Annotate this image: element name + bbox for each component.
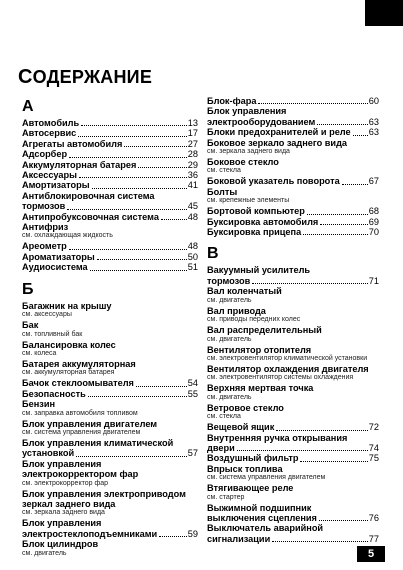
toc-entry-title: электрокорректором фар [22,469,139,480]
toc-entry[interactable] [22,448,198,458]
toc-entry[interactable] [207,127,379,137]
toc-entry-page: 59 [187,528,198,539]
toc-leader-dots [317,124,367,125]
toc-entry[interactable] [207,345,379,355]
toc-leader-dots [159,536,187,537]
toc-entry-title: Воздушный фильтр [207,453,299,464]
toc-entry-title: Багажник на крышу [22,300,112,311]
toc-entry[interactable] [22,389,198,399]
toc-entry-crossref: см. стартер [207,493,245,501]
toc-entry[interactable] [207,503,379,513]
toc-entry-page: 27 [187,138,198,149]
toc-entry-title: Боковое стекло [207,157,279,168]
toc-entry-title: Бензин [22,399,56,410]
toc-entry-crossref: см. аккумуляторная батарея [22,369,115,377]
toc-entry-title: Блок управления двигателем [22,418,158,429]
toc-entry[interactable] [22,399,198,409]
toc-entry[interactable] [22,201,198,211]
toc-leader-dots [78,136,186,137]
toc-entry-page: 63 [368,127,379,138]
toc-entry[interactable] [22,262,198,272]
toc-entry[interactable] [207,483,379,493]
toc-leader-dots [353,135,368,136]
toc-entry-page: 13 [187,118,198,128]
toc-entry[interactable] [22,212,198,222]
toc-entry[interactable] [22,241,198,251]
toc-entry-page: 67 [368,176,379,187]
toc-leader-dots [79,177,187,178]
page-title-rest: ОДЕРЖАНИЕ [32,67,153,87]
toc-entry-title: Внутренняя ручка открывания [207,432,348,443]
toc-entry-title: сигнализации [207,533,271,544]
toc-entry-title: зеркал заднего вида [22,498,116,509]
toc-leader-dots [136,386,187,387]
toc-entry-page: 50 [187,251,198,262]
toc-entry-title: Блок управления [22,518,102,529]
toc-section [207,243,379,544]
toc-leader-dots [303,234,368,235]
toc-entry-page: 68 [368,206,379,217]
toc-section [207,96,379,237]
toc-entry-title: Антиблокировочная система [22,190,155,201]
toc-entry[interactable] [207,187,379,197]
toc-entry[interactable] [207,523,379,533]
toc-entry-title: тормозов [22,201,66,212]
toc-entry-page: 45 [187,201,198,212]
toc-leader-dots [237,450,368,451]
toc-section [22,96,198,273]
toc-entry-title: Вентилятор отопителя [207,344,312,355]
toc-leader-dots [307,214,368,215]
toc-entry-page: 63 [368,116,379,127]
toc-entry-page: 28 [187,149,198,160]
toc-entry[interactable] [207,227,379,237]
toc-entry-page: 57 [187,448,198,459]
toc-entry[interactable] [207,157,379,167]
toc-entry[interactable] [22,191,198,201]
toc-entry[interactable] [207,453,379,463]
toc-entry-title: Буксировка автомобиля [207,216,319,227]
toc-entry[interactable] [22,149,198,159]
section-letter: В [207,245,219,263]
toc-entry-title: Автомобиль [22,118,80,128]
toc-entry-title: Ароматизаторы [22,251,95,262]
toc-entry-title: Вакуумный усилитель [207,265,311,276]
toc-entry[interactable] [207,383,379,393]
toc-entry-title: Антипробуксовочная система [22,211,159,222]
toc-entry-title: Верхняя мертвая точка [207,383,314,394]
toc-entry-crossref: см. электровентилятор климатической установки [207,354,368,362]
toc-entry-crossref: см. стекла [207,413,241,421]
toc-entry-page: 72 [368,422,379,433]
toc-entry-crossref: см. аксессуары [22,311,72,319]
toc-entry-title: Выключатель аварийной [207,523,324,534]
toc-entry[interactable] [22,170,198,180]
toc-entry[interactable] [22,499,198,509]
section-letter: Б [22,280,34,298]
toc-entry-page: 41 [187,180,198,191]
toc-entry[interactable] [22,340,198,350]
toc-entry[interactable] [22,320,198,330]
toc-entry-title: Втягивающее реле [207,483,294,494]
toc-entry[interactable] [22,438,198,448]
toc-entry[interactable] [22,378,198,388]
toc-entry-title: Болты [207,186,238,197]
toc-entry-title: Балансировка колес [22,339,116,350]
toc-entry-crossref: см. электровентилятор системы охлаждения [207,374,354,382]
toc-entry-title: Выжимной подшипник [207,502,312,513]
toc-entry[interactable] [207,403,379,413]
toc-entry[interactable] [22,160,198,170]
toc-entry-page: 51 [187,262,198,273]
toc-entry-title: двери [207,442,235,453]
toc-entry[interactable] [207,217,379,227]
toc-entry-page: 74 [368,442,379,453]
toc-leader-dots [272,541,368,542]
toc-entry[interactable] [207,138,379,148]
toc-entry[interactable] [22,518,198,528]
toc-entry-page: 60 [368,96,379,106]
toc-leader-dots [69,157,187,158]
toc-entry-title: Бак [22,320,39,331]
toc-entry[interactable] [22,128,198,138]
toc-entry-title: Антифриз [22,222,69,233]
page-title [18,66,152,89]
toc-section [22,279,198,558]
toc-entry-crossref: см. приводы передних колес [207,316,301,324]
toc-entry[interactable] [22,489,198,499]
toc-entry[interactable] [207,464,379,474]
toc-entry[interactable] [207,286,379,296]
toc-entry-title: Впрыск топлива [207,463,283,474]
toc-entry-title: Ареометр [22,241,67,252]
toc-entry-title: Бортовой компьютер [207,206,305,217]
toc-entry-page: 36 [187,170,198,181]
toc-entry-page: 48 [187,211,198,222]
toc-entry[interactable] [207,534,379,544]
toc-entry-title: Амортизаторы [22,180,90,191]
toc-entry-title: тормозов [207,275,251,286]
toc-entry-page: 70 [368,227,379,238]
page-title-initial: С [18,66,33,88]
toc-entry[interactable] [22,222,198,232]
toc-entry-title: Безопасность [22,388,86,399]
toc-leader-dots [92,188,187,189]
toc-leader-dots [252,283,368,284]
toc-entry-crossref: см. колеса [22,349,57,357]
page-number: 5 [357,546,385,562]
toc-leader-dots [319,520,368,521]
toc-entry-title: Вентилятор охлаждения двигателя [207,363,369,374]
toc-entry-title: Вал распределительный [207,325,322,336]
toc-entry[interactable] [207,276,379,286]
toc-entry[interactable] [207,433,379,443]
toc-entry[interactable] [207,96,379,106]
toc-entry[interactable] [22,252,198,262]
toc-leader-dots [124,146,186,147]
toc-entry-crossref: см. заправка автомобиля топливом [22,409,138,417]
toc-leader-dots [67,209,187,210]
section-letter: А [22,98,34,115]
toc-entry[interactable] [22,419,198,429]
toc-column-right [207,96,379,544]
toc-entry[interactable] [207,117,379,127]
toc-entry-page: 17 [187,128,198,139]
toc-entry-crossref: см. двигатель [207,393,252,401]
toc-entry-page: 75 [368,453,379,464]
toc-entry-title: электрооборудованием [207,116,316,127]
toc-entry-title: установкой [22,448,75,459]
toc-entry-title: Вал привода [207,305,266,316]
toc-leader-dots [276,430,367,431]
toc-entry[interactable] [22,529,198,539]
toc-leader-dots [81,125,187,126]
toc-entry-title: электростеклоподъемниками [22,528,158,539]
toc-entry-title: Блок управления [22,458,102,469]
toc-entry-title: выключения сцепления [207,512,317,523]
toc-entry-page: 71 [368,275,379,286]
toc-entry[interactable] [22,539,198,549]
toc-entry-title: Боковое зеркало заднего вида [207,137,348,148]
toc-column-left [22,96,198,559]
toc-entry[interactable] [22,139,198,149]
toc-entry[interactable] [207,513,379,523]
toc-leader-dots [97,259,187,260]
toc-entry-page: 76 [368,512,379,523]
toc-entry-crossref: см. стекла [207,167,241,175]
toc-entry[interactable] [207,325,379,335]
toc-entry[interactable] [207,176,379,186]
toc-entry-crossref: см. зеркала заднего вида [207,148,290,156]
toc-entry-title: Аккумуляторная батарея [22,159,137,170]
toc-entry-title: Батарея аккумуляторная [22,358,136,369]
toc-entry-title: Вещевой ящик [207,422,275,433]
toc-entry-title: Боковой указатель поворота [207,176,340,187]
toc-entry-crossref: см. топливный бак [22,330,83,338]
toc-entry-title: Агрегаты автомобиля [22,138,123,149]
toc-leader-dots [342,184,368,185]
toc-entry-title: Блок цилиндров [22,539,99,550]
toc-leader-dots [161,219,187,220]
toc-leader-dots [88,396,187,397]
toc-leader-dots [300,461,367,462]
toc-entry[interactable] [22,459,198,469]
toc-leader-dots [320,224,367,225]
toc-entry-page: 54 [187,378,198,389]
toc-entry[interactable] [207,206,379,216]
toc-entry-title: Бачок стеклоомывателя [22,378,134,389]
toc-entry-crossref: см. двигатель [207,335,252,343]
toc-entry-title: Вал коленчатый [207,286,282,297]
toc-entry-title: Блоки предохранителей и реле [207,127,351,138]
toc-entry-crossref: см. охлаждающая жидкость [22,232,113,240]
toc-entry[interactable] [207,422,379,432]
toc-entry-title: Аксессуары [22,170,77,181]
toc-entry-title: Адсорбер [22,149,68,160]
toc-entry[interactable] [207,443,379,453]
toc-entry-title: Блок-фара [207,96,257,106]
toc-entry-title: Блок управления [207,106,287,117]
toc-entry-page: 48 [187,241,198,252]
toc-leader-dots [69,249,187,250]
toc-entry-page: 55 [187,388,198,399]
toc-entry[interactable] [207,364,379,374]
toc-entry[interactable] [22,118,198,128]
toc-leader-dots [76,456,187,457]
toc-entry[interactable] [207,106,379,116]
toc-entry-title: Автосервис [22,128,77,139]
toc-leader-dots [258,103,367,104]
toc-entry[interactable] [22,359,198,369]
toc-entry-crossref: см. зеркала заднего вида [22,509,105,517]
toc-entry-crossref: см. система управления двигателем [22,428,141,436]
toc-entry[interactable] [22,469,198,479]
toc-entry-crossref: см. двигатель [207,296,252,304]
toc-entry-page: 77 [368,533,379,544]
toc-entry[interactable] [207,265,379,275]
toc-entry-title: Аудиосистема [22,262,88,273]
toc-entry[interactable] [22,301,198,311]
corner-tab-decoration [365,0,403,26]
toc-entry-crossref: см. система управления двигателем [207,474,326,482]
toc-leader-dots [90,270,187,271]
toc-entry[interactable] [22,180,198,190]
toc-entry-title: Блок управления климатической [22,437,174,448]
toc-entry-page: 29 [187,159,198,170]
toc-entry-crossref: см. двигатель [22,549,67,557]
toc-leader-dots [138,167,186,168]
toc-entry-page: 69 [368,216,379,227]
toc-entry-crossref: см. крепежные элементы [207,197,290,205]
toc-entry-title: Буксировка прицепа [207,227,302,238]
toc-entry-title: Ветровое стекло [207,402,284,413]
toc-entry-title: Блок управления электроприводом [22,488,186,499]
toc-entry[interactable] [207,306,379,316]
toc-entry-crossref: см. электрокорректор фар [22,479,108,487]
